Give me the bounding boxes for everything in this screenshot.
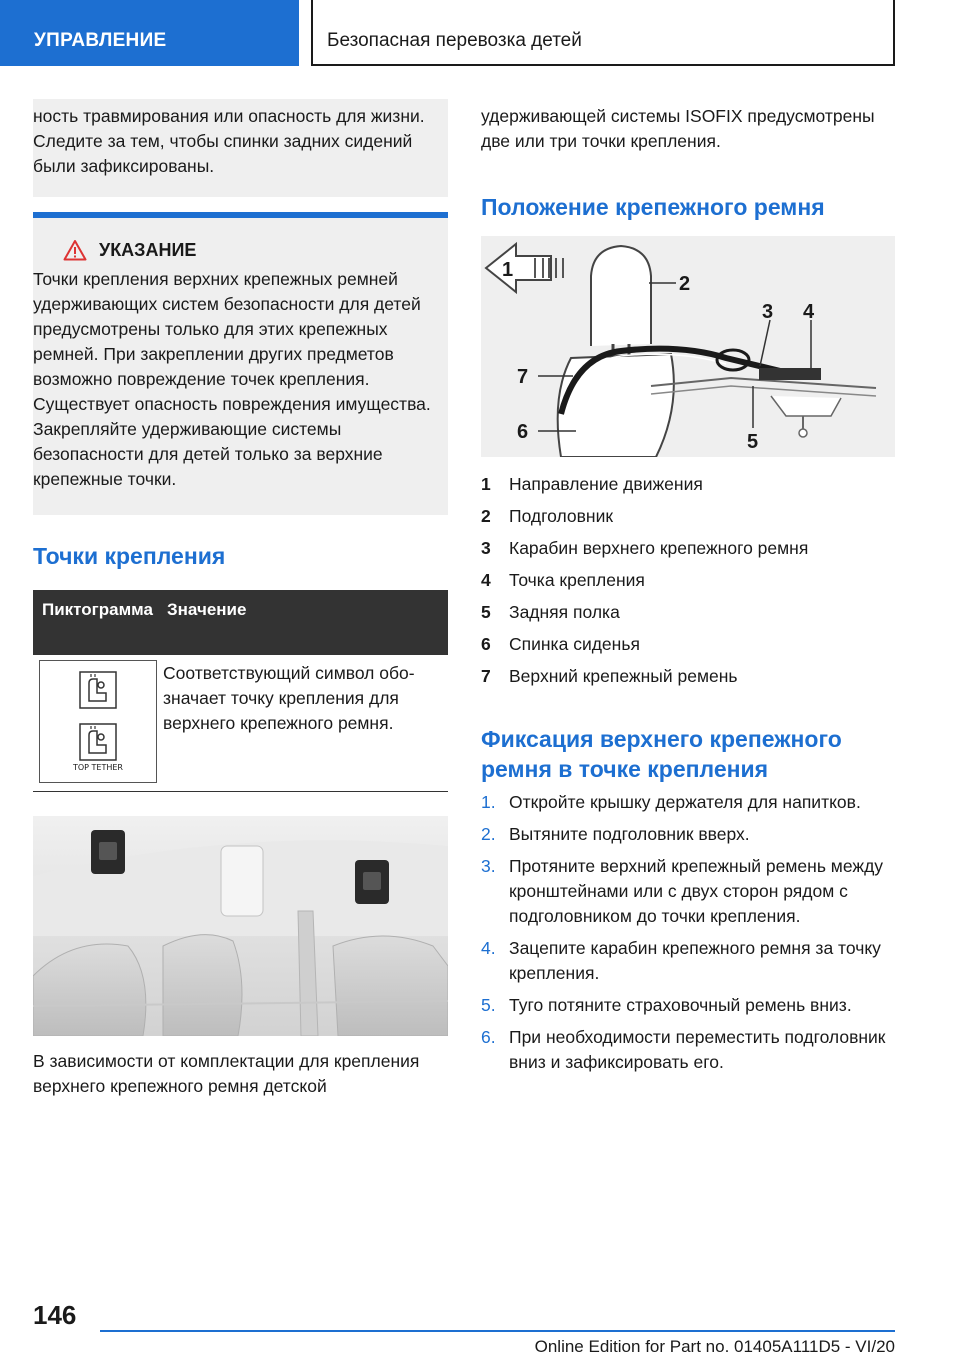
legend-num: 7 bbox=[481, 665, 491, 686]
notice-text: Точки крепления верхних крепежных ремней удерживающих систем безопасности для детей предусмотрены только для этих крепежных ремней. При закреплении других предметов возможно повреждение точек крепления. Существует опасность повреждения имущества. Закрепляйте удерживающие системы безопасности для детей только за верхние крепежные точки. bbox=[33, 269, 431, 489]
step-num: 4. bbox=[481, 938, 496, 958]
step-text: Зацепите карабин крепежного ремня за точку крепления. bbox=[509, 938, 881, 983]
child-seat-tether-icon bbox=[79, 723, 117, 761]
notice-box bbox=[33, 218, 448, 515]
step-num: 5. bbox=[481, 995, 496, 1015]
notice-header bbox=[63, 237, 448, 263]
table-header-row bbox=[33, 590, 448, 655]
legend-item bbox=[481, 532, 895, 564]
legend-item bbox=[481, 660, 895, 692]
step-text: Туго потяните страховочный ремень вниз. bbox=[509, 995, 852, 1015]
continued-warning-box bbox=[33, 99, 448, 197]
rear-seat-illustration bbox=[33, 816, 448, 1036]
legend-num: 1 bbox=[481, 473, 491, 494]
legend-text: Спинка сиденья bbox=[509, 633, 640, 654]
diagram-label-3: 3 bbox=[762, 301, 774, 323]
table-col-pictogram: Пиктограмма bbox=[33, 590, 158, 655]
legend-text: Подголовник bbox=[509, 505, 614, 526]
legend-text: Задняя полка bbox=[509, 601, 620, 622]
heading-tether-position: Положение крепежного ремня bbox=[481, 194, 825, 220]
step-item bbox=[481, 1025, 895, 1075]
step-item bbox=[481, 993, 895, 1018]
step-num: 6. bbox=[481, 1027, 496, 1047]
legend-item bbox=[481, 468, 895, 500]
diagram-label-6: 6 bbox=[517, 421, 529, 443]
page-number: 146 bbox=[33, 1300, 77, 1330]
legend-text: Карабин верхнего крепежного ремня bbox=[509, 537, 809, 558]
rear-seat-photo bbox=[33, 816, 448, 1036]
legend-item bbox=[481, 500, 895, 532]
diagram-label-1: 1 bbox=[502, 259, 514, 281]
legend-text: Верхний крепежный ремень bbox=[509, 665, 738, 686]
chapter-title: Безопасная перевозка детей bbox=[311, 0, 895, 66]
pictogram-caption: TOP TETHER bbox=[72, 763, 123, 772]
step-text: Вытяните подголовник вверх. bbox=[509, 824, 750, 844]
continued-warning-text: ность травмирования или опасность для жизни. Следите за тем, чтобы спинки задних сидений были зафиксированы. bbox=[33, 106, 425, 176]
tether-diagram-illustration bbox=[481, 236, 895, 457]
child-seat-tether-icon bbox=[79, 671, 117, 709]
diagram-label-7: 7 bbox=[517, 366, 529, 388]
step-text: Откройте крышку держателя для напитков. bbox=[509, 792, 861, 812]
warning-triangle-icon bbox=[63, 239, 87, 261]
pictogram-meaning: Соответствующий символ обозначает точку крепления для верхнего крепежного ремня. bbox=[163, 663, 415, 733]
step-text: Протяните верхний крепежный ремень между кронштейнами или с двух сторон рядом с подголовником до точки крепления. bbox=[509, 856, 884, 926]
legend-num: 6 bbox=[481, 633, 491, 654]
step-num: 1. bbox=[481, 792, 496, 812]
legend-item bbox=[481, 628, 895, 660]
diagram-label-4: 4 bbox=[803, 301, 815, 323]
step-item bbox=[481, 936, 895, 986]
pictogram-table bbox=[33, 590, 448, 792]
legend-num: 3 bbox=[481, 537, 491, 558]
section-tab: УПРАВЛЕНИЕ bbox=[0, 0, 299, 66]
legend-text: Направление движения bbox=[509, 473, 703, 494]
instruction-steps bbox=[481, 790, 895, 1082]
legend-item bbox=[481, 564, 895, 596]
diagram-label-2: 2 bbox=[679, 273, 691, 295]
legend-text: Точка крепления bbox=[509, 569, 645, 590]
legend-item bbox=[481, 596, 895, 628]
diagram-legend bbox=[481, 468, 895, 692]
heading-anchor-points: Точки крепления bbox=[33, 543, 226, 569]
notice-title: УКАЗАНИЕ bbox=[99, 239, 197, 260]
after-photo-text: В зависимости от комплектации для крепления верхнего крепежного ремня детской bbox=[33, 1051, 420, 1096]
step-num: 2. bbox=[481, 824, 496, 844]
table-cell-pictogram bbox=[33, 655, 158, 791]
step-item bbox=[481, 790, 895, 815]
tether-position-diagram bbox=[481, 236, 895, 457]
continued-text-right: удерживающей системы ISOFIX предусмотрены две или три точки крепления. bbox=[481, 106, 875, 151]
step-item bbox=[481, 854, 895, 929]
legend-num: 2 bbox=[481, 505, 491, 526]
table-row bbox=[33, 655, 448, 791]
footer-divider bbox=[100, 1330, 895, 1332]
footer-edition: Online Edition for Part no. 01405A111D5 - VI/20 bbox=[534, 1337, 895, 1356]
table-cell-meaning bbox=[158, 655, 448, 791]
step-num: 3. bbox=[481, 856, 496, 876]
step-item bbox=[481, 822, 895, 847]
legend-num: 4 bbox=[481, 569, 491, 590]
direction-arrow-icon bbox=[486, 244, 551, 292]
heading-fix-tether: Фиксация верхнего крепежного ремня в точке крепления bbox=[481, 726, 842, 782]
table-col-meaning: Значение bbox=[158, 590, 448, 655]
pictogram-frame bbox=[39, 660, 157, 783]
legend-num: 5 bbox=[481, 601, 491, 622]
step-text: При необходимости переместить подголовник вниз и зафиксировать его. bbox=[509, 1027, 886, 1072]
diagram-label-5: 5 bbox=[747, 431, 759, 453]
